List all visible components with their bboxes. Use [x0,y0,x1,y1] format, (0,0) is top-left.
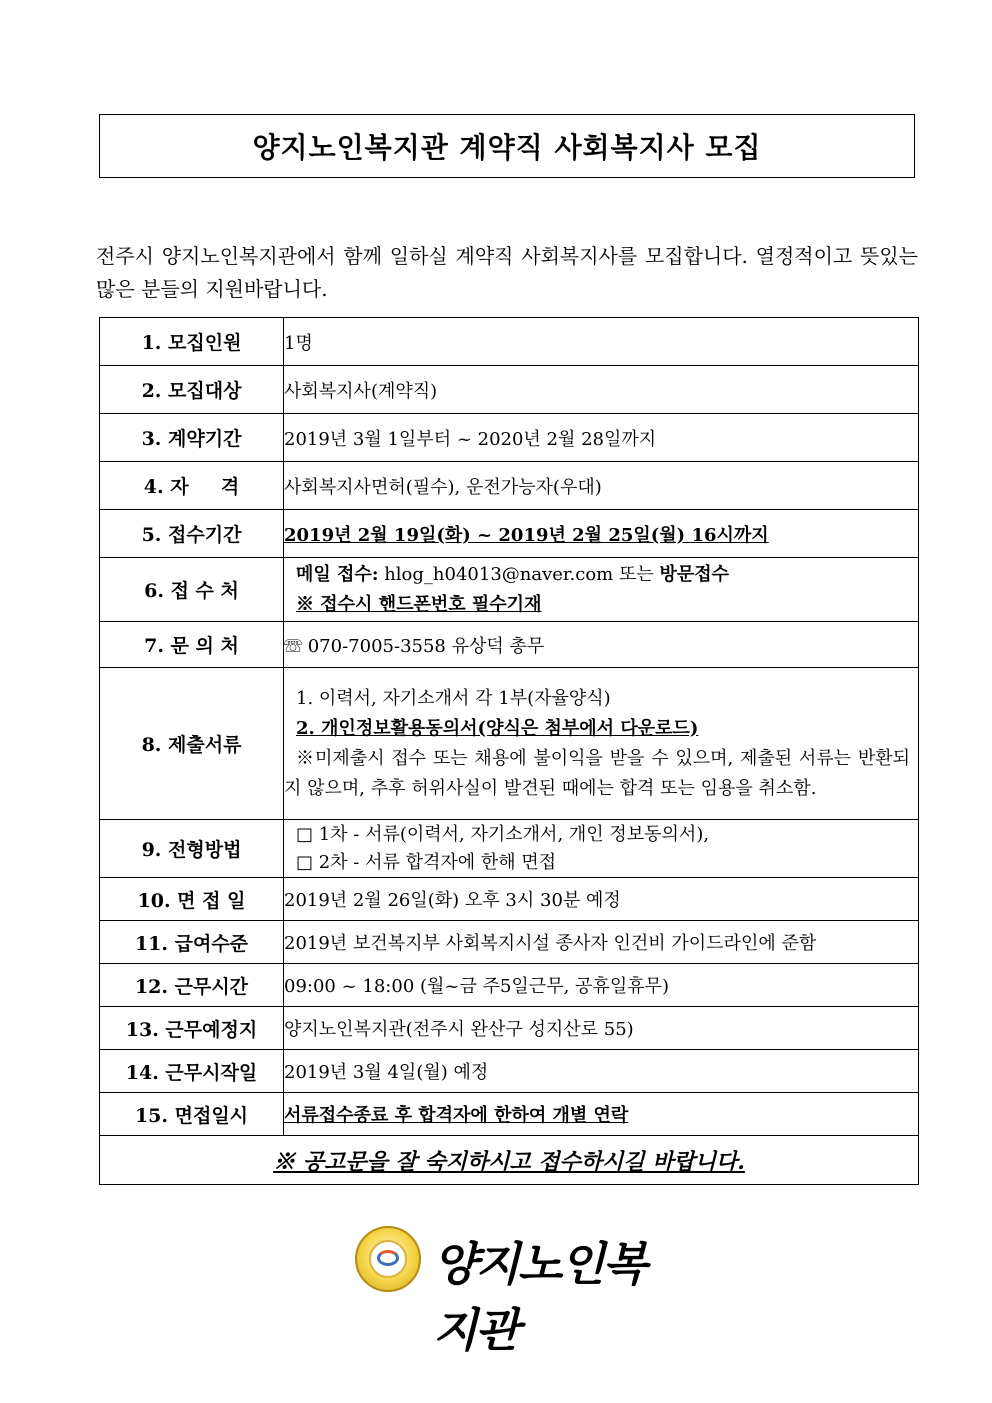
table-row [100,558,919,622]
footer-note: ※ 공고문을 잘 숙지하시고 접수하시길 바랍니다. [100,1136,919,1185]
table-row [100,878,919,921]
table-row [100,622,919,668]
row-value: 2019년 3월 1일부터 ~ 2020년 2월 28일까지 [284,414,919,462]
row-label: 11. 급여수준 [100,921,284,964]
row-value [284,622,919,668]
row-value: 양지노인복지관(전주시 완산구 성지산로 55) [284,1007,919,1050]
row-label: 7. 문 의 처 [100,622,284,668]
table-row [100,1007,919,1050]
visit-text: 방문접수 [659,563,730,585]
mail-mid: 또는 [618,563,654,585]
row-label: 9. 전형방법 [100,820,284,878]
table-row [100,1136,919,1185]
table-row [100,1050,919,1093]
table-row [100,668,919,820]
row-value: 2019년 보건복지부 사회복지시설 종사자 인건비 가이드라인에 준함 [284,921,919,964]
row-value: 09:00 ~ 18:00 (월~금 주5일근무, 공휴일휴무) [284,964,919,1007]
row-value: 사회복지사면허(필수), 운전가능자(우대) [284,462,919,510]
table-row [100,366,919,414]
info-table [99,317,919,1185]
row-value: 2019년 2월 19일(화) ~ 2019년 2월 25일(월) 16시까지 [284,510,919,558]
table-row [100,1093,919,1136]
docs-line-2: 2. 개인정보활용동의서(양식은 첨부에서 다운로드) [296,717,699,739]
row-label: 13. 근무예정지 [100,1007,284,1050]
table-row [100,921,919,964]
row-value [284,668,919,820]
table-row [100,318,919,366]
row-label: 12. 근무시간 [100,964,284,1007]
selection-step-2: □ 2차 - 서류 합격자에 한해 면접 [296,851,557,873]
docs-line-1: 1. 이력서, 자기소개서 각 1부(자율양식) [296,687,611,709]
table-row [100,462,919,510]
seal-logo-icon [355,1226,421,1292]
row-value: 2019년 3월 4일(월) 예정 [284,1050,919,1093]
row-label: 5. 접수기간 [100,510,284,558]
organization-logo [355,1220,675,1357]
page-title: 양지노인복지관 계약직 사회복지사 모집 [252,131,762,164]
phone-contact: 070-7005-3558 유상덕 총무 [307,635,545,657]
row-label: 4. 자 격 [100,462,284,510]
row-label: 14. 근무시작일 [100,1050,284,1093]
title-box [99,114,915,178]
row-label: 10. 면 접 일 [100,878,284,921]
logo-text: 양지노인복지관 [433,1237,646,1357]
row-label: 6. 접 수 처 [100,558,284,622]
phone-icon: ☏ [284,635,302,657]
row-label: 2. 모집대상 [100,366,284,414]
table-row [100,820,919,878]
table-row [100,510,919,558]
row-label: 15. 면접일시 [100,1093,284,1136]
mail-prefix: 메일 접수: [296,563,379,585]
row-value: 서류접수종료 후 합격자에 한하여 개별 연락 [284,1093,919,1136]
row-value: 사회복지사(계약직) [284,366,919,414]
row-label: 3. 계약기간 [100,414,284,462]
intro-paragraph: 전주시 양지노인복지관에서 함께 일하실 계약직 사회복지사를 모집합니다. 열정적이고 뜻있는 많은 분들의 지원바랍니다. [96,244,918,301]
mail-line [284,560,918,590]
row-value: 1명 [284,318,919,366]
phone-required-note: ※ 접수시 핸드폰번호 필수기재 [296,593,542,615]
table-row [100,414,919,462]
row-label: 1. 모집인원 [100,318,284,366]
email-link[interactable]: hlog_h04013@naver.com [384,563,614,585]
row-label: 8. 제출서류 [100,668,284,820]
row-value [284,558,919,622]
row-value [284,820,919,878]
table-row [100,964,919,1007]
selection-step-1: □ 1차 - 서류(이력서, 자기소개서, 개인 정보동의서), [296,823,710,845]
docs-note: ※미제출시 접수 또는 채용에 불이익을 받을 수 있으며, 제출된 서류는 반환되지 않으며, 추후 허위사실이 발견된 때에는 합격 또는 임용을 취소함. [284,747,910,799]
row-value: 2019년 2월 26일(화) 오후 3시 30분 예정 [284,878,919,921]
